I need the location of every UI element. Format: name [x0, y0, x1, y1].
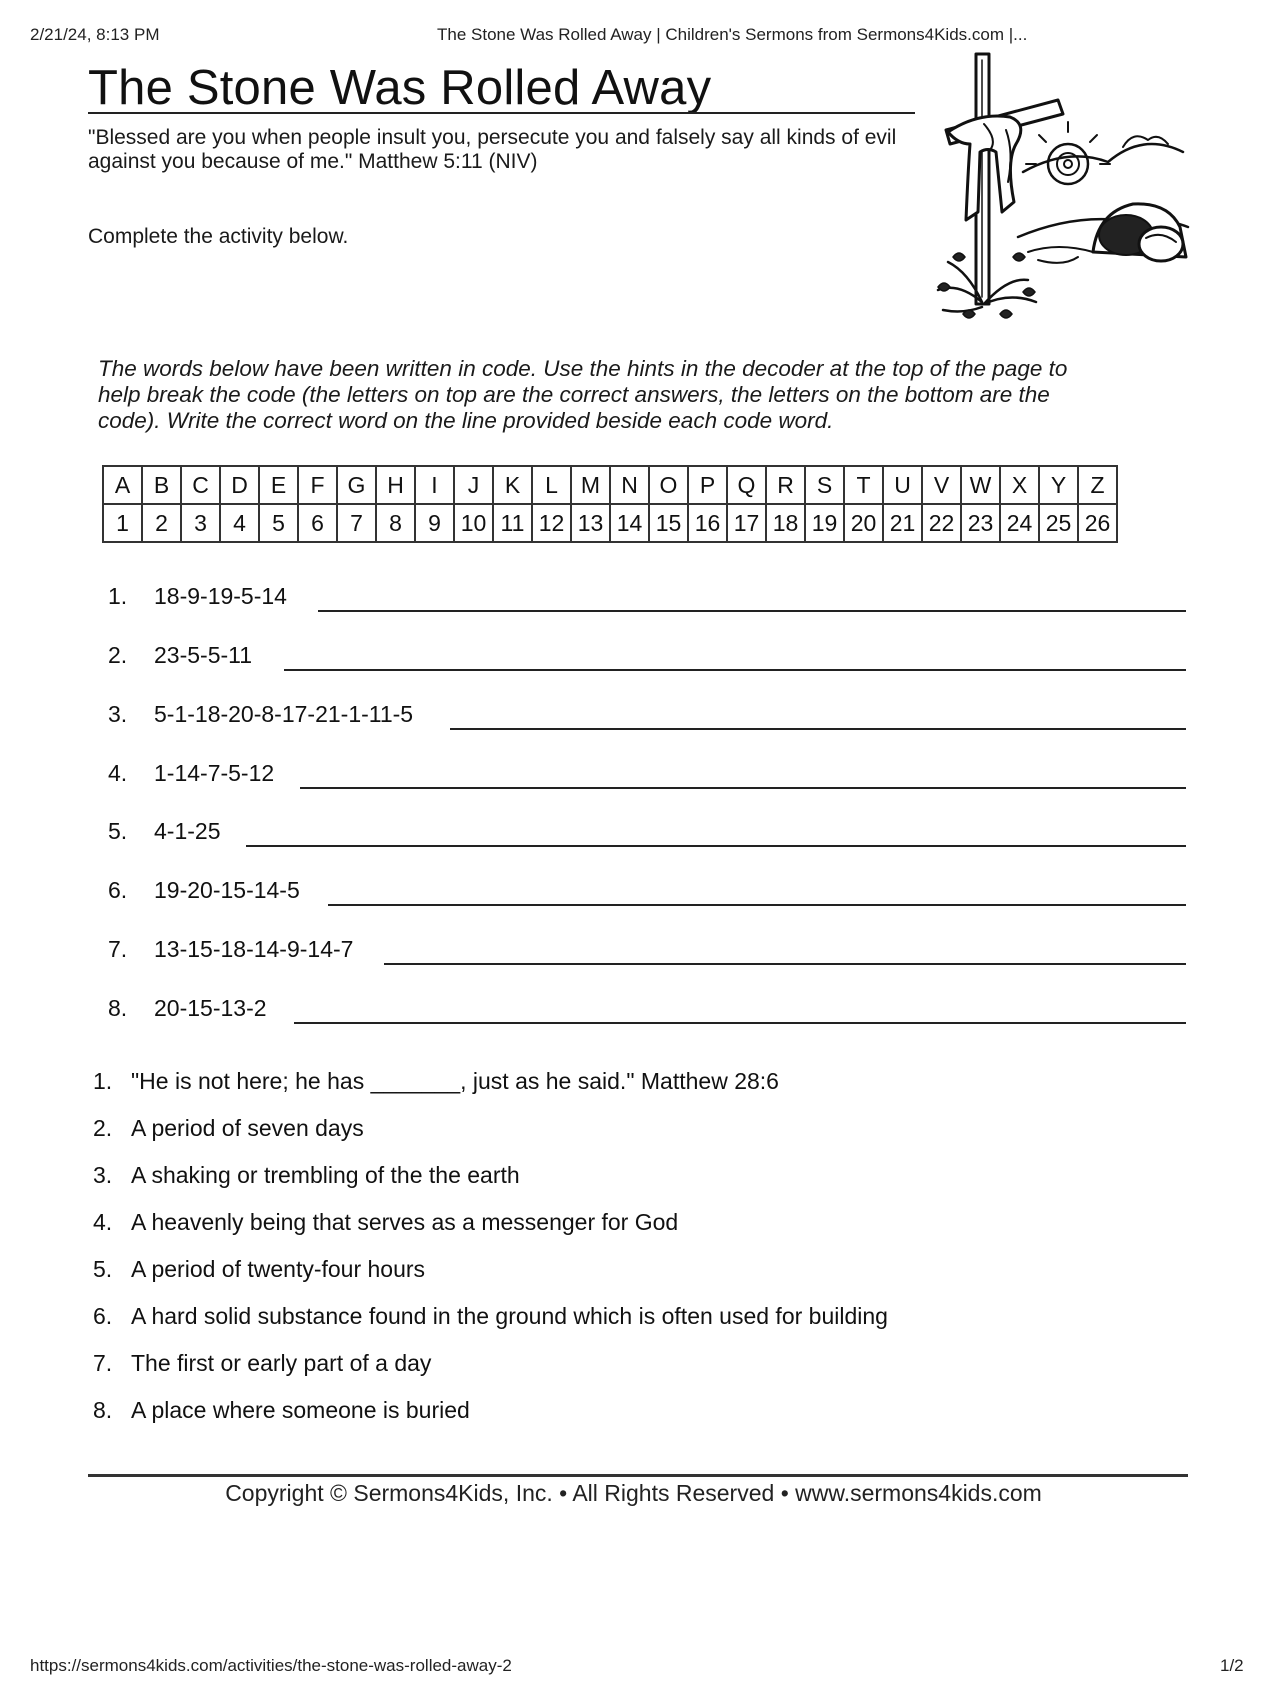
print-page-number: 1/2: [1220, 1656, 1244, 1675]
code-word-text: 5-1-18-20-8-17-21-1-11-5: [154, 701, 414, 727]
clue-number: 5.: [93, 1256, 113, 1282]
clue-text: A shaking or trembling of the the earth: [131, 1162, 520, 1188]
decoder-number-cell: 14: [610, 504, 649, 542]
code-word-text: 18-9-19-5-14: [154, 583, 287, 609]
clue-item: [93, 1350, 431, 1377]
decoder-number-cell: 22: [922, 504, 961, 542]
clue-text: A place where someone is buried: [131, 1397, 470, 1423]
decoder-number-cell: 10: [454, 504, 493, 542]
decoder-letter-cell: M: [571, 466, 610, 504]
code-word-number: 4.: [108, 760, 128, 786]
cross-tomb-illustration-icon: [918, 52, 1193, 332]
decoder-number-cell: 1: [103, 504, 142, 542]
decoder-letter-cell: T: [844, 466, 883, 504]
decoder-number-cell: 13: [571, 504, 610, 542]
worksheet-title: The Stone Was Rolled Away: [88, 61, 712, 115]
decoder-number-cell: 16: [688, 504, 727, 542]
decoder-letter-cell: H: [376, 466, 415, 504]
clue-item: [93, 1256, 425, 1283]
answer-line[interactable]: [384, 963, 1186, 965]
clue-item: [93, 1115, 364, 1142]
decoder-number-cell: 12: [532, 504, 571, 542]
decoder-letter-cell: Z: [1078, 466, 1117, 504]
print-page-title: The Stone Was Rolled Away | Children's Sermons from Sermons4Kids.com |...: [437, 25, 1028, 44]
title-underline: [88, 112, 915, 114]
decoder-letter-cell: O: [649, 466, 688, 504]
code-word-number: 7.: [108, 936, 128, 962]
code-instructions: The words below have been written in code. Use the hints in the decoder at the top of the page to help break the code (the letters on top are the correct answers, the letters on the bottom are the code). Write the correct word on the line provided beside each code word.: [98, 356, 1068, 433]
decoder-number-cell: 8: [376, 504, 415, 542]
code-word-text: 19-20-15-14-5: [154, 877, 300, 903]
clue-item: [93, 1068, 779, 1095]
print-datetime: 2/21/24, 8:13 PM: [30, 25, 160, 44]
code-word-number: 1.: [108, 583, 128, 609]
code-word-text: 1-14-7-5-12: [154, 760, 275, 786]
decoder-number-cell: 26: [1078, 504, 1117, 542]
code-word-text: 20-15-13-2: [154, 995, 267, 1021]
answer-line[interactable]: [284, 669, 1186, 671]
clue-text: A hard solid substance found in the ground which is often used for building: [131, 1303, 888, 1329]
decoder-letters-row: [103, 466, 1117, 504]
clue-text: A period of seven days: [131, 1115, 364, 1141]
decoder-letter-cell: G: [337, 466, 376, 504]
decoder-letter-cell: I: [415, 466, 454, 504]
clue-number: 4.: [93, 1209, 113, 1235]
decoder-numbers-row: [103, 504, 1117, 542]
decoder-letter-cell: R: [766, 466, 805, 504]
code-word-number: 3.: [108, 701, 128, 727]
clue-number: 8.: [93, 1397, 113, 1423]
code-word-number: 2.: [108, 642, 128, 668]
decoder-number-cell: 21: [883, 504, 922, 542]
answer-line[interactable]: [300, 787, 1186, 789]
decoder-number-cell: 6: [298, 504, 337, 542]
decoder-number-cell: 11: [493, 504, 532, 542]
decoder-letter-cell: U: [883, 466, 922, 504]
decoder-letter-cell: A: [103, 466, 142, 504]
code-word-number: 8.: [108, 995, 128, 1021]
clue-text: The first or early part of a day: [131, 1350, 432, 1376]
clue-item: [93, 1397, 470, 1424]
decoder-number-cell: 18: [766, 504, 805, 542]
decoder-table: [102, 465, 1118, 543]
decoder-letter-cell: K: [493, 466, 532, 504]
code-word-text: 23-5-5-11: [154, 642, 253, 668]
decoder-letter-cell: W: [961, 466, 1000, 504]
decoder-letter-cell: D: [220, 466, 259, 504]
answer-line[interactable]: [246, 845, 1186, 847]
decoder-number-cell: 17: [727, 504, 766, 542]
decoder-letter-cell: E: [259, 466, 298, 504]
clue-text: A heavenly being that serves as a messenger for God: [131, 1209, 679, 1235]
clue-item: [93, 1162, 520, 1189]
code-word-number: 5.: [108, 818, 128, 844]
clue-text: "He is not here; he has _______, just as he said." Matthew 28:6: [131, 1068, 779, 1094]
decoder-letter-cell: P: [688, 466, 727, 504]
footer-divider: [88, 1474, 1188, 1477]
answer-line[interactable]: [294, 1022, 1186, 1024]
code-word-text: 13-15-18-14-9-14-7: [154, 936, 354, 962]
bible-verse: "Blessed are you when people insult you, persecute you and falsely say all kinds of evil against you because of me." Matthew 5:11 (NIV): [88, 126, 897, 173]
decoder-letter-cell: B: [142, 466, 181, 504]
decoder-letter-cell: X: [1000, 466, 1039, 504]
clue-number: 3.: [93, 1162, 113, 1188]
decoder-letter-cell: C: [181, 466, 220, 504]
decoder-number-cell: 23: [961, 504, 1000, 542]
decoder-letter-cell: J: [454, 466, 493, 504]
decoder-letter-cell: V: [922, 466, 961, 504]
decoder-number-cell: 15: [649, 504, 688, 542]
decoder-letter-cell: F: [298, 466, 337, 504]
clue-text: A period of twenty-four hours: [131, 1256, 426, 1282]
decoder-number-cell: 25: [1039, 504, 1078, 542]
activity-instruction: Complete the activity below.: [88, 225, 349, 248]
decoder-number-cell: 3: [181, 504, 220, 542]
copyright-notice: Copyright © Sermons4Kids, Inc. • All Rights Reserved • www.sermons4kids.com: [225, 1480, 1042, 1506]
decoder-number-cell: 5: [259, 504, 298, 542]
decoder-number-cell: 2: [142, 504, 181, 542]
decoder-number-cell: 24: [1000, 504, 1039, 542]
code-word-number: 6.: [108, 877, 128, 903]
decoder-letter-cell: S: [805, 466, 844, 504]
decoder-number-cell: 7: [337, 504, 376, 542]
answer-line[interactable]: [318, 610, 1186, 612]
decoder-letter-cell: Q: [727, 466, 766, 504]
decoder-number-cell: 19: [805, 504, 844, 542]
answer-line[interactable]: [450, 728, 1186, 730]
decoder-letter-cell: N: [610, 466, 649, 504]
decoder-number-cell: 20: [844, 504, 883, 542]
clue-number: 7.: [93, 1350, 113, 1376]
clue-number: 2.: [93, 1115, 113, 1141]
clue-item: [93, 1303, 888, 1330]
decoder-number-cell: 4: [220, 504, 259, 542]
decoder-letter-cell: L: [532, 466, 571, 504]
clue-item: [93, 1209, 678, 1236]
decoder-letter-cell: Y: [1039, 466, 1078, 504]
decoder-number-cell: 9: [415, 504, 454, 542]
print-url[interactable]: https://sermons4kids.com/activities/the-stone-was-rolled-away-2: [30, 1656, 512, 1675]
clue-number: 1.: [93, 1068, 113, 1094]
code-word-text: 4-1-25: [154, 818, 221, 844]
answer-line[interactable]: [328, 904, 1186, 906]
clue-number: 6.: [93, 1303, 113, 1329]
